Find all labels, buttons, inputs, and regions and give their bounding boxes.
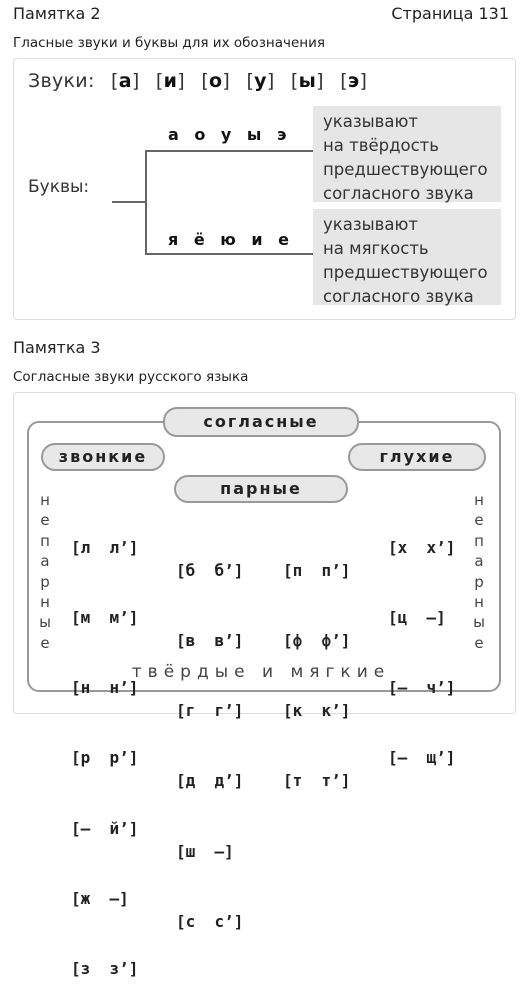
- tree-stem: [112, 201, 146, 203]
- unpaired-letter: е: [474, 511, 484, 530]
- unpaired-voiceless-column: [388, 489, 455, 793]
- hard-text-line: указывают: [323, 112, 418, 131]
- sound-pair: [т т’]: [283, 771, 351, 791]
- sound-pair: [п п’]: [283, 560, 351, 580]
- sound-o: о: [209, 70, 223, 92]
- voiceless-pill: глухие: [348, 443, 486, 471]
- sound-pair: [с с’]: [176, 911, 244, 931]
- memo3-title: Памятка 3: [13, 338, 101, 357]
- page-number: Страница 131: [391, 4, 509, 23]
- hard-explanation: [313, 106, 501, 202]
- unpaired-left-label: [38, 490, 52, 653]
- sound-pair: [ф ф’]: [283, 631, 351, 651]
- hard-text-line: на твёрдость: [323, 136, 440, 155]
- soft-text-line: на мягкость: [323, 239, 429, 258]
- sound-pair: [з з’]: [71, 959, 139, 979]
- sound-pair: [ц –]: [388, 608, 446, 628]
- tree-branch-soft: [145, 253, 313, 255]
- sound-a: а: [118, 70, 132, 92]
- hard-letters: а о у ы э: [168, 125, 292, 144]
- sound-pair: [в в’]: [176, 631, 244, 651]
- unpaired-letter: а: [40, 552, 50, 571]
- letters-label: Буквы:: [28, 177, 90, 197]
- voiced-pill: звонкие: [41, 443, 165, 471]
- unpaired-letter: н: [40, 593, 50, 612]
- hard-text-line: согласного звука: [323, 184, 474, 203]
- sound-pair: [г г’]: [176, 701, 244, 721]
- memo3-subtitle: Согласные звуки русского языка: [13, 369, 249, 385]
- sound-pair: [к к’]: [283, 701, 351, 721]
- tree-branch-hard: [145, 150, 313, 152]
- sound-pair: [р р’]: [71, 748, 139, 768]
- unpaired-right-label: [472, 490, 486, 653]
- hard-text-line: предшествующего: [323, 160, 488, 179]
- unpaired-letter: а: [474, 552, 484, 571]
- sound-u: у: [254, 70, 267, 92]
- sound-pair: [– ч’]: [388, 678, 456, 698]
- unpaired-letter: р: [474, 572, 484, 591]
- sound-i: и: [163, 70, 178, 92]
- unpaired-letter: ы: [39, 613, 51, 632]
- soft-text-line: указывают: [323, 215, 418, 234]
- memo2-subtitle: Гласные звуки и буквы для их обозначения: [13, 35, 325, 51]
- unpaired-letter: п: [40, 531, 50, 550]
- sounds-row: Звуки: [а] [и] [о] [у] [ы] [э]: [28, 70, 368, 92]
- unpaired-letter: н: [474, 593, 484, 612]
- unpaired-letter: н: [474, 491, 484, 509]
- unpaired-voiced-column: [71, 489, 138, 1004]
- hard-soft-label: твёрдые и мягкие: [131, 662, 391, 682]
- consonants-pill: согласные: [163, 407, 359, 437]
- unpaired-letter: п: [474, 531, 484, 550]
- unpaired-letter: е: [40, 511, 50, 530]
- soft-text-line: согласного звука: [323, 287, 474, 306]
- sound-pair: [л л’]: [71, 537, 139, 557]
- sound-pair: [х х’]: [388, 537, 456, 557]
- sound-pair: [– щ’]: [388, 748, 456, 768]
- page-title: Памятка 2: [13, 4, 101, 23]
- unpaired-letter: р: [40, 572, 50, 591]
- sound-y: ы: [298, 70, 317, 92]
- unpaired-letter: е: [40, 633, 50, 652]
- sound-pair: [д д’]: [176, 771, 244, 791]
- sounds-label: Звуки:: [28, 70, 95, 92]
- unpaired-letter: е: [474, 633, 484, 652]
- sound-e: э: [347, 70, 360, 92]
- tree-vertical: [145, 150, 147, 254]
- soft-explanation: [313, 209, 501, 305]
- soft-letters: я ё ю и е: [168, 230, 295, 249]
- sound-pair: [н н’]: [71, 678, 139, 698]
- sound-pair: [м м’]: [71, 608, 139, 628]
- unpaired-letter: ы: [473, 613, 485, 632]
- sound-pair: [ж –]: [71, 888, 129, 908]
- sound-pair: [б б’]: [176, 560, 244, 580]
- paired-pill: парные: [174, 475, 348, 503]
- sound-pair: [ш –]: [176, 841, 234, 861]
- soft-text-line: предшествующего: [323, 263, 488, 282]
- unpaired-letter: н: [40, 491, 50, 509]
- sound-pair: [– й’]: [71, 818, 139, 838]
- paired-voiced-column: [176, 512, 243, 957]
